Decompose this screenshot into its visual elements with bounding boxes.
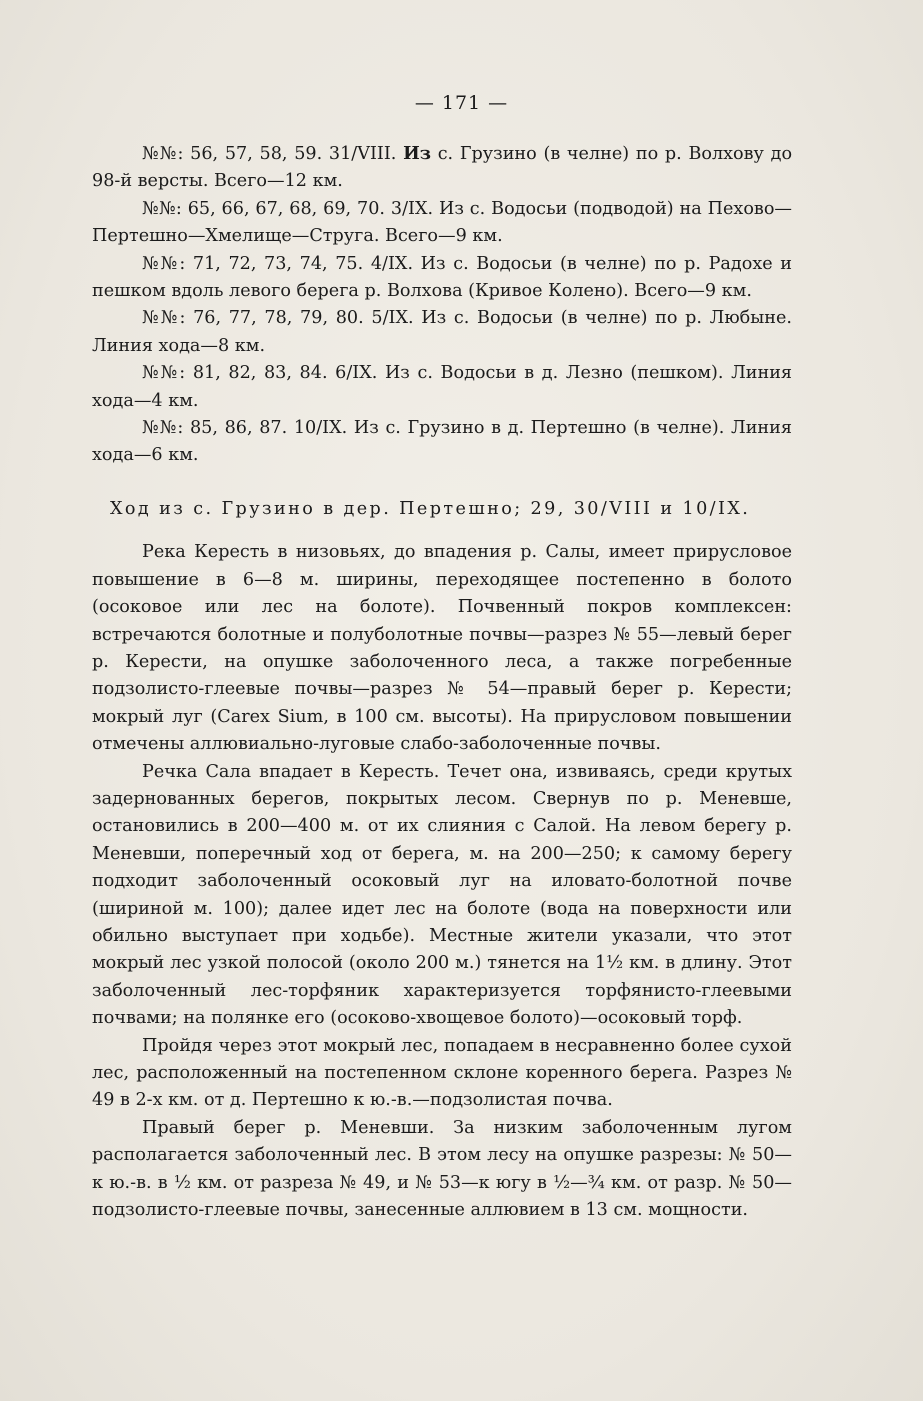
route-date: 10/IX. [293, 418, 348, 439]
page-body [92, 140, 792, 1224]
route-numbers: №№: 56, 57, 58, 59. [142, 144, 323, 164]
body-paragraph: Речка Сала впадает в Кересть. Течет она, извиваясь, среди крутых задернованных берегов, покрытых лесом. Свернув по р. Меневше, остановились в 200—400 м. от их слияния с Салой. На левом берегу р. Меневши, поперечный ход от берега, м. на 200—250; к самому берегу подходит заболоченный осоковый луг на иловато-болотной почве (шириной м. 100); далее идет лес на болоте (вода на поверхности или обильно выступает при ходьбе). Местные жители указали, что этот мокрый лес узкой полосой (около 200 м.) тянется на 1½ км. в длину. Этот заболоченный лес-торфяник характеризуется торфянисто-глеевыми почвами; на полянке его (осоково-хвощевое болото)—осоковый торф. [92, 761, 792, 1029]
route-list [92, 140, 792, 470]
route-bold-word: Из [403, 143, 431, 164]
route-date: 31/VIII. [328, 144, 397, 164]
route-date: 6/IX. [335, 363, 378, 384]
body-paragraph: Пройдя через этот мокрый лес, попадаем в несравненно более сухой лес, расположенный на постепенном склоне коренного берега. Разрез № 49 в 2-х км. от д. Пертешно к ю.-в.—подзолистая почва. [92, 1035, 792, 1111]
route-description: Из с. Водосьи в д. Лезно (пешком). Линия хода—4 км. [92, 363, 793, 411]
route-description: с. Грузино (в челне) по р. Волхову до 98-й версты. Всего—12 км. [92, 144, 793, 192]
body-paragraph: Река Кересть в низовьях, до впадения р. Салы, имеет прирусловое повышение в 6—8 м. ширины, переходящее постепенно в болото (осоковое или лес на болоте). Почвенный покров комплексен: встречаются болотные и полуболотные почвы—разрез № 55—левый берег р. Керести, на опушке заболоченного леса, а также погребенные подзолисто-глеевые почвы—разрез № 54—правый берег р. Керести; мокрый луг (Carex Sium, в 100 см. высоты). На прирусловом повышении отмечены аллювиально-луговые слабо-заболоченные почвы. [92, 542, 792, 755]
route-entry [92, 140, 792, 196]
route-numbers: №№: 71, 72, 73, 74, 75. [142, 253, 364, 274]
route-description: Из с. Водосьи (подводой) на Пехово—Пертешно—Хмелище—Струга. Всего—9 км. [92, 198, 792, 247]
route-description: Из с. Грузино в д. Пертешно (в челне). Линия хода—6 км. [92, 418, 792, 466]
route-entry [92, 305, 792, 360]
route-entry [92, 415, 792, 470]
route-entry [92, 360, 792, 415]
page-number: — 171 — [414, 92, 509, 114]
route-numbers: №№: 65, 66, 67, 68, 69, 70. [142, 198, 385, 219]
route-numbers: №№: 81, 82, 83, 84. [142, 363, 328, 384]
route-entry [92, 251, 792, 306]
route-date: 4/IX. [370, 253, 414, 274]
route-description: Из с. Водосьи (в челне) по р. Радохе и пешком вдоль левого берега р. Волхова (Кривое Колено). Всего—9 км. [92, 253, 793, 302]
route-numbers: №№: 85, 86, 87. [142, 418, 288, 439]
route-entry [92, 196, 792, 251]
route-date: 5/IX. [371, 308, 414, 329]
body-paragraph: Правый берег р. Меневши. За низким заболоченным лугом располагается заболоченный лес. В этом лесу на опушке разрезы: № 50—к ю.-в. в ½ км. от разреза № 49, и № 53—к югу в ½—¾ км. от разр. № 50—подзолисто-глеевые почвы, занесенные аллювием в 13 см. мощности. [92, 1117, 792, 1221]
section-title: Ход из с. Грузино в дер. Пертешно; 29, 30/VIII и 10/IX. [110, 498, 751, 519]
route-numbers: №№: 76, 77, 78, 79, 80. [142, 308, 364, 329]
route-description: Из с. Водосьи (в челне) по р. Любыне. Линия хода—8 км. [92, 308, 793, 356]
route-date: 3/IX. [390, 198, 434, 219]
paragraph-list [92, 539, 792, 1224]
